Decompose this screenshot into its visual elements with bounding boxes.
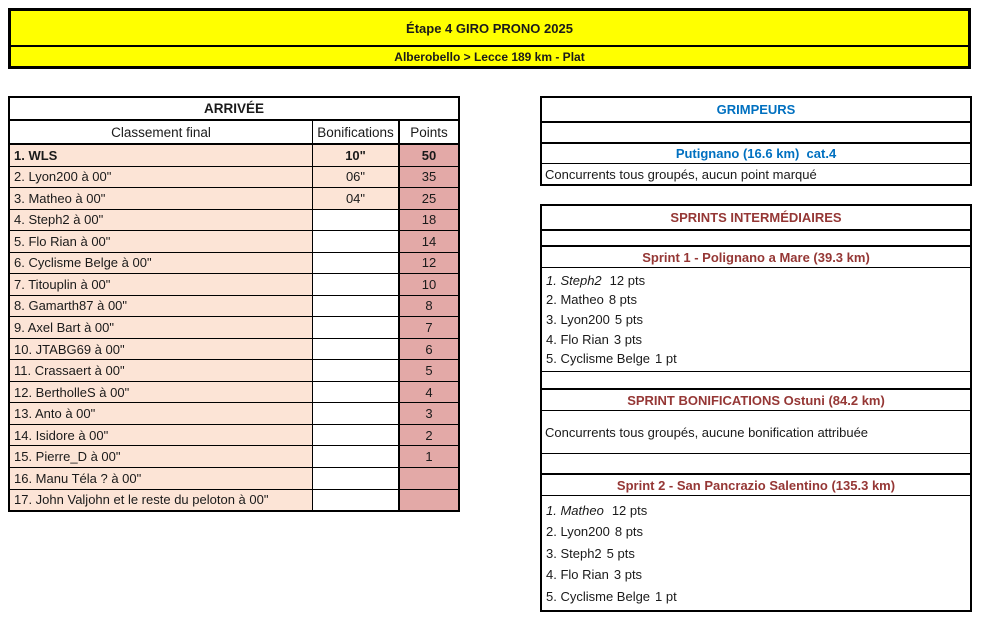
sprint-result-points: 12 pts [609,272,646,288]
grimpeurs-spacer-row [542,123,970,144]
bonification-sprint-result: Concurrents tous groupés, aucune bonification attribuée [542,411,970,454]
bonification-cell [313,425,400,446]
sprint-result-row [542,273,970,288]
sprint-result-name: 4. Flo Rian [546,567,609,582]
table-row [10,403,458,425]
sprints-panel [540,204,972,612]
climb-title: Putignano (16.6 km) cat.4 [542,144,970,164]
sprint2-title: Sprint 2 - San Pancrazio Salentino (135.3 km) [542,475,970,496]
rider-cell: 12. BertholleS à 00" [10,382,313,403]
column-header-points: Points [410,124,448,140]
sprint-result-name: 4. Flo Rian [546,331,609,347]
sprint2-results [542,496,970,610]
bonification-cell [313,360,400,381]
points-cell: 6 [400,339,458,360]
points-cell: 7 [400,317,458,338]
rider-cell: 10. JTABG69 à 00" [10,339,313,360]
sprint-result-name: 3. Steph2 [546,545,602,561]
bonification-cell [313,317,400,338]
rider-cell: 1. WLS [10,145,313,166]
points-cell: 2 [400,425,458,446]
sprints-title: SPRINTS INTERMÉDIAIRES [542,206,970,231]
sprint-result-name: 2. Lyon200 [546,524,610,539]
points-cell: 18 [400,210,458,231]
bonification-cell [313,339,400,360]
rider-cell: 13. Anto à 00" [10,403,313,424]
bonification-cell [313,468,400,489]
rider-cell: 17. John Valjohn et le reste du peloton à 00" [10,490,313,511]
sprint-result-row [542,312,970,327]
rider-cell: 11. Crassaert à 00" [10,360,313,381]
table-row [10,317,458,339]
rider-cell: 15. Pierre_D à 00" [10,446,313,467]
points-cell [400,468,458,489]
grimpeurs-title: GRIMPEURS [542,98,970,123]
rider-cell: 16. Manu Téla ? à 00" [10,468,313,489]
sprint-result-points: 5 pts [614,311,644,327]
points-cell: 4 [400,382,458,403]
rider-cell: 4. Steph2 à 00" [10,210,313,231]
points-cell: 35 [400,167,458,188]
sprint-result-points: 1 pt [655,351,677,367]
table-row [10,382,458,404]
sprint-result-name: 1. Steph2 [546,272,602,288]
sprint-result-name: 5. Cyclisme Belge [546,588,651,604]
table-row [10,145,458,167]
sprint-result-points: 3 pts [613,567,643,582]
sprint-result-row [542,292,970,307]
sprint-result-name: 1. Matheo [546,502,604,518]
table-row [10,188,458,210]
bonification-cell [313,210,400,231]
points-cell [400,490,458,511]
rider-cell: 5. Flo Rian à 00" [10,231,313,252]
stage-route-subtitle: Alberobello > Lecce 189 km - Plat [394,49,585,64]
arrivee-title: ARRIVÉE [10,98,458,121]
rider-cell: 8. Gamarth87 à 00" [10,296,313,317]
sprint-result-points: 3 pts [613,331,643,347]
arrivee-column-headers [10,121,458,145]
points-cell: 12 [400,253,458,274]
bonification-sprint-title: SPRINT BONIFICATIONS Ostuni (84.2 km) [542,390,970,411]
rider-cell: 6. Cyclisme Belge à 00" [10,253,313,274]
bonification-cell [313,490,400,511]
arrivee-rows [10,145,458,510]
points-cell: 14 [400,231,458,252]
sprint-result-points: 12 pts [611,502,648,518]
table-row [10,490,458,511]
bonification-cell [313,403,400,424]
sprints-spacer-row [542,372,970,390]
sprint-result-row [542,351,970,366]
table-row [10,274,458,296]
sprint-result-row [542,524,970,539]
sprint-result-row [542,332,970,347]
bonification-cell: 04" [313,188,400,209]
climb-result: Concurrents tous groupés, aucun point marqué [545,166,817,182]
sprint-result-points: 8 pts [608,292,638,308]
table-row [10,446,458,468]
points-cell: 3 [400,403,458,424]
rider-cell: 9. Axel Bart à 00" [10,317,313,338]
table-row [10,339,458,361]
sprint-result-points: 5 pts [606,545,635,561]
bonification-cell [313,446,400,467]
sprint1-results [542,268,970,372]
points-cell: 1 [400,446,458,467]
sprint-result-row [542,546,970,561]
bonification-cell [313,382,400,403]
bonification-cell [313,253,400,274]
rider-cell: 3. Matheo à 00" [10,188,313,209]
column-header-bonifications: Bonifications [313,121,400,143]
table-row [10,231,458,253]
rider-cell: 7. Titouplin à 00" [10,274,313,295]
sprint-result-name: 2. Matheo [546,292,604,308]
sprint-result-points: 8 pts [614,524,644,539]
sprint-result-row [542,589,970,604]
table-row [10,360,458,382]
table-row [10,425,458,447]
points-cell: 25 [400,188,458,209]
points-cell: 8 [400,296,458,317]
rider-cell: 2. Lyon200 à 00" [10,167,313,188]
grimpeurs-panel [540,96,972,186]
sprints-spacer-row [542,454,970,475]
sprint-result-name: 5. Cyclisme Belge [546,351,651,367]
sprint-result-points: 1 pt [655,588,677,604]
table-row [10,167,458,189]
table-row [10,296,458,318]
column-header-classement: Classement final [10,121,313,143]
points-cell: 50 [400,145,458,166]
table-row [10,253,458,275]
table-row [10,468,458,490]
sprint-result-row [542,503,970,518]
bonification-cell: 06" [313,167,400,188]
points-cell: 5 [400,360,458,381]
bonification-cell: 10" [313,145,400,166]
sprint-result-row [542,567,970,582]
sprint1-title: Sprint 1 - Polignano a Mare (39.3 km) [542,247,970,268]
bonification-cell [313,231,400,252]
sprints-spacer-row [542,231,970,247]
bonification-cell [313,274,400,295]
points-cell: 10 [400,274,458,295]
page-title: Étape 4 GIRO PRONO 2025 [11,11,968,47]
sprint-result-name: 3. Lyon200 [546,311,610,327]
arrivee-table [8,96,460,512]
bonification-cell [313,296,400,317]
table-row [10,210,458,232]
stage-banner [8,8,971,69]
rider-cell: 14. Isidore à 00" [10,425,313,446]
